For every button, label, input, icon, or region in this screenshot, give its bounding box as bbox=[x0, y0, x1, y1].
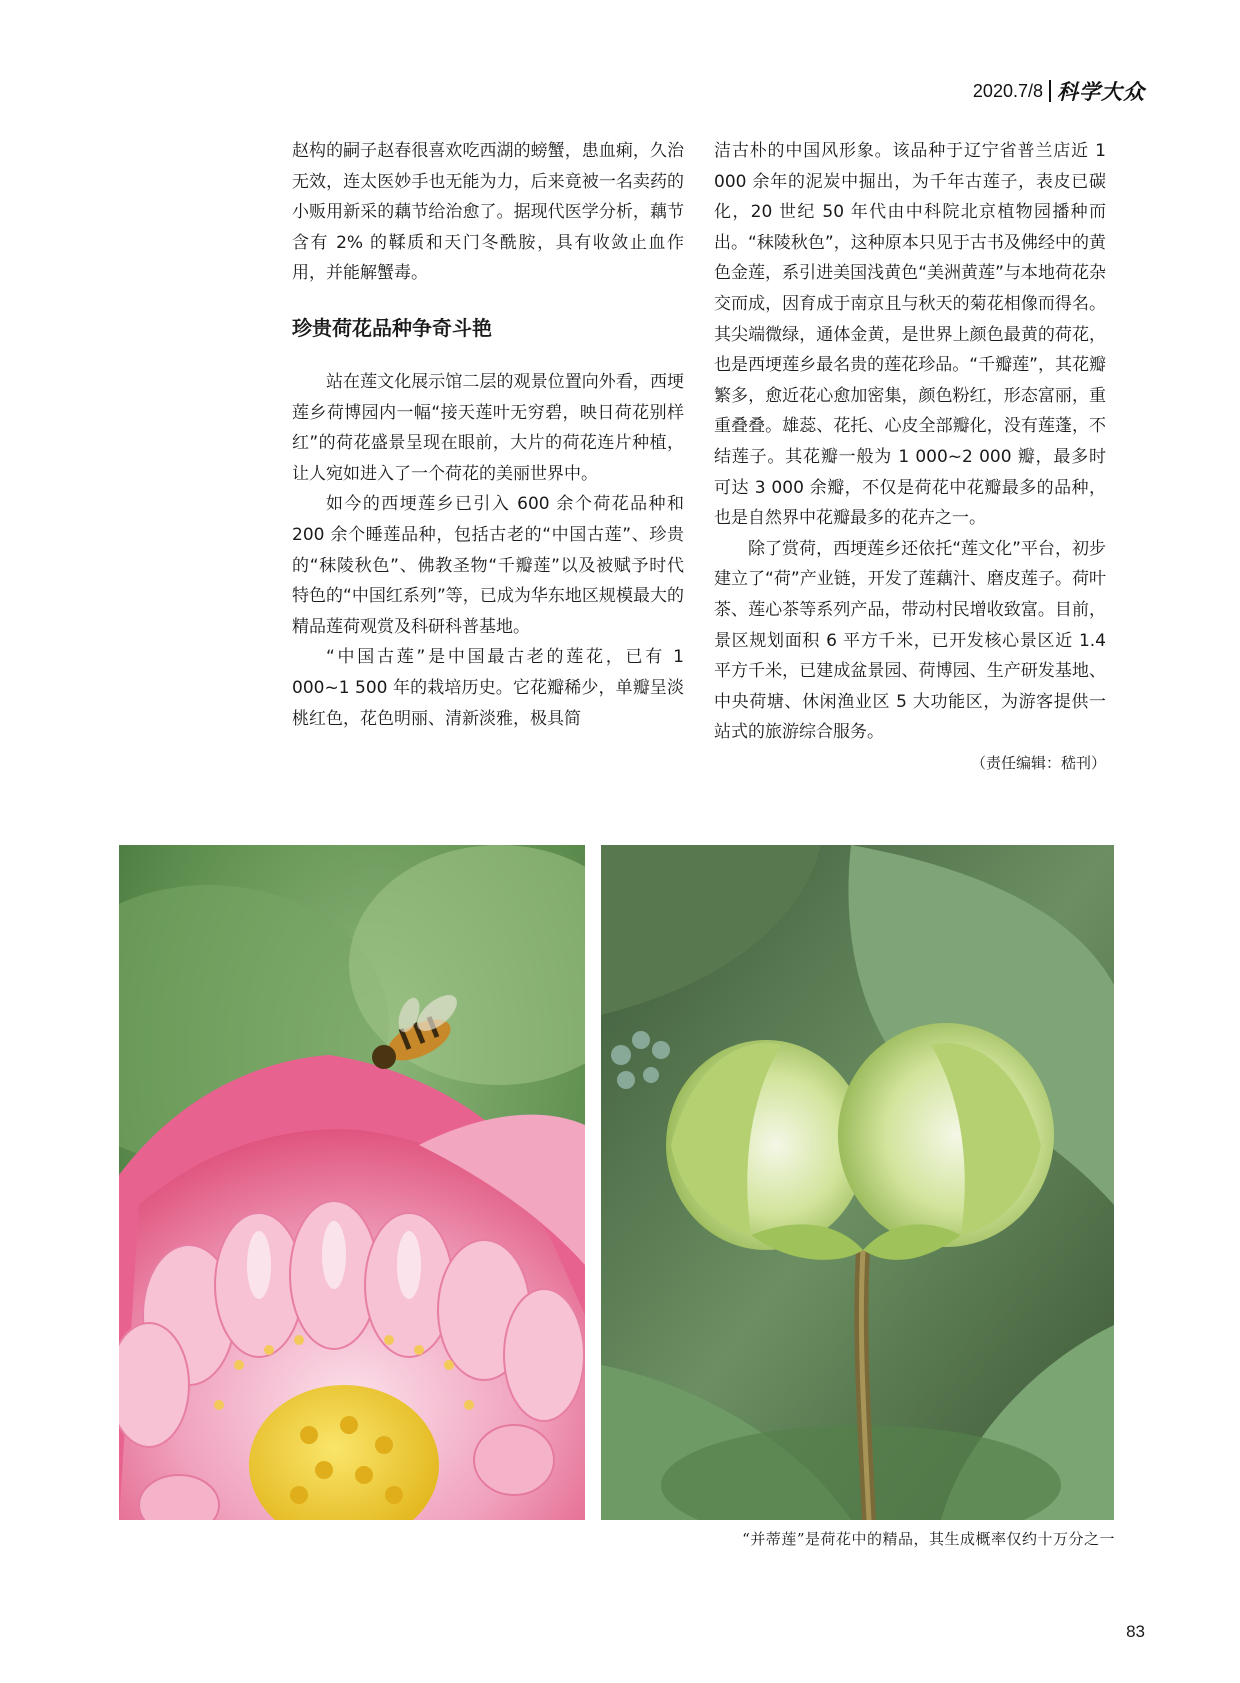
paragraph: 站在莲文化展示馆二层的观景位置向外看，西埂莲乡荷博园内一幅“接天莲叶无穷碧，映日荷花别样红”的荷花盛景呈现在眼前，大片的荷花连片种植，让人宛如进入了一个荷花的美丽世界中。 bbox=[292, 371, 684, 484]
editor-credit: （责任编辑：嵇刊） bbox=[970, 753, 1106, 772]
paragraph: 洁古朴的中国风形象。该品种于辽宁省普兰店近 1 000 余年的泥炭中掘出，为千年古莲子，表皮已碳化，20 世纪 50 年代由中科院北京植物园播种而出。“秣陵秋色”，这种原本只见于古书及佛经中的黄色金莲，系引进美国浅黄色“美洲黄莲”与本地荷花杂交而成，因育成于南京且与秋天的菊花相像而得名。其尖端微绿，通体金黄，是世界上颜色最黄的荷花，也是西埂莲乡最名贵的莲花珍品。“千瓣莲”，其花瓣繁多，愈近花心愈加密集，颜色粉红，形态富丽，重重叠叠。雄蕊、花托、心皮全部瓣化，没有莲蓬，不结莲子。其花瓣一般为 1 000~2 000 瓣，最多时可达 3 000 余瓣，不仅是荷花中花瓣最多的品种，也是自然界中花瓣最多的花卉之一。 bbox=[714, 141, 1106, 529]
right-column bbox=[714, 136, 1106, 778]
issue-number: 2020.7/8 bbox=[972, 80, 1043, 101]
spacer bbox=[292, 289, 684, 313]
magazine-logo: 科学大众 bbox=[1057, 79, 1145, 104]
photo-caption: “并蒂莲”是荷花中的精品，其生成概率仅约十万分之一 bbox=[742, 1530, 1115, 1548]
twin-lotus-illustration bbox=[601, 845, 1114, 1520]
paragraph: “中国古莲”是中国最古老的莲花，已有 1 000~1 500 年的栽培历史。它花瓣稀少，单瓣呈淡桃红色，花色明丽、清新淡雅，极具简 bbox=[292, 647, 684, 729]
paragraph: 如今的西埂莲乡已引入 600 余个荷花品种和 200 余个睡莲品种，包括古老的“中国古莲”、珍贵的“秣陵秋色”、佛教圣物“千瓣莲”以及被赋予时代特色的“中国红系列”等，已成为华东地区规模最大的精品莲荷观赏及科研科普基地。 bbox=[292, 494, 684, 637]
page-number: 83 bbox=[1126, 1622, 1145, 1641]
spacer bbox=[292, 343, 684, 367]
page-header bbox=[973, 74, 1145, 108]
paragraph: 赵构的嗣子赵春很喜欢吃西湖的螃蟹，患血痢，久治无效，连太医妙手也无能为力，后来竟被一名卖药的小贩用新采的藕节给治愈了。据现代医学分析，藕节含有 2% 的鞣质和天门冬酰胺，具有收敛止血作用，并能解蟹毒。 bbox=[292, 141, 684, 284]
header-separator bbox=[1049, 80, 1051, 102]
paragraph: 除了赏荷，西埂莲乡还依托“莲文化”平台，初步建立了“荷”产业链，开发了莲藕汁、磨皮莲子。荷叶茶、莲心茶等系列产品，带动村民增收致富。目前，景区规划面积 6 平方千米，已开发核心景区近 1.4 平方千米，已建成盆景园、荷博园、生产研发基地、中央荷塘、休闲渔业区 5 大功能区，为游客提供一站式的旅游综合服务。 bbox=[714, 538, 1106, 743]
left-column bbox=[292, 136, 684, 734]
pink-lotus-illustration bbox=[119, 845, 585, 1520]
section-heading: 珍贵荷花品种争奇斗艳 bbox=[292, 315, 492, 340]
photo-pink-lotus-with-bee bbox=[119, 845, 585, 1520]
photo-twin-lotus-buds bbox=[601, 845, 1114, 1520]
